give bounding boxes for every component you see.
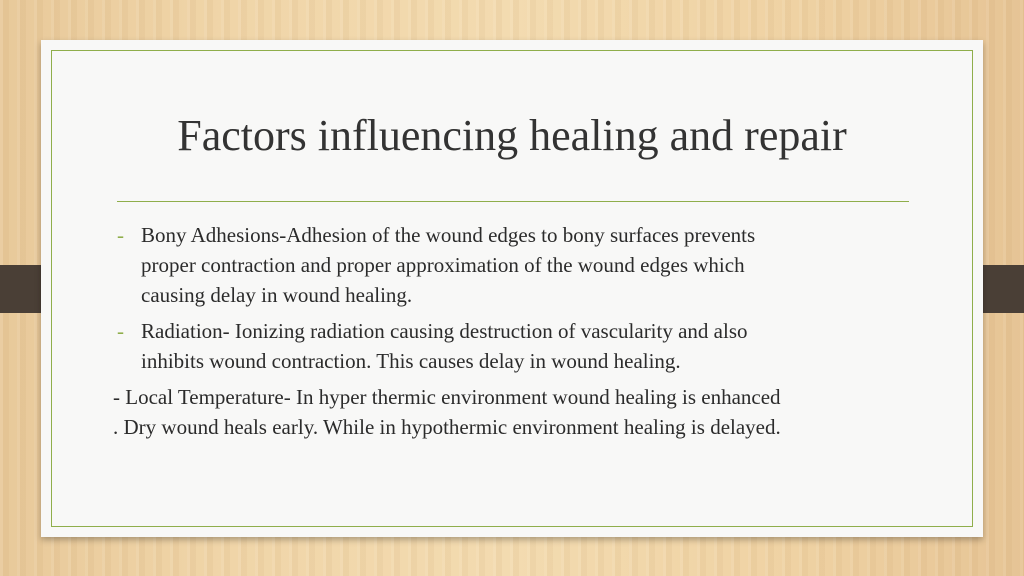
bullet-item-bony-adhesions xyxy=(113,220,943,310)
bullet-dash: - xyxy=(117,319,124,343)
title-divider xyxy=(117,201,909,202)
bullet-line: inhibits wound contraction. This causes delay in wound healing. xyxy=(141,349,681,373)
bullet-line: proper contraction and proper approximation of the wound edges which xyxy=(141,253,745,277)
paragraph-line: - Local Temperature- In hyper thermic environment wound healing is enhanced xyxy=(113,385,781,409)
bullet-item-radiation xyxy=(113,316,943,376)
slide-card xyxy=(41,40,983,537)
bullet-line: Bony Adhesions-Adhesion of the wound edges to bony surfaces prevents xyxy=(141,223,756,247)
slide-body xyxy=(113,220,943,442)
slide-title: Factors influencing healing and repair xyxy=(177,111,847,160)
bullet-line: causing delay in wound healing. xyxy=(141,283,413,307)
paragraph-local-temperature xyxy=(113,382,943,442)
bullet-dash: - xyxy=(117,223,124,247)
bullet-line: Radiation- Ionizing radiation causing destruction of vascularity and also xyxy=(141,319,748,343)
paragraph-line: . Dry wound heals early. While in hypothermic environment healing is delayed. xyxy=(113,415,781,439)
